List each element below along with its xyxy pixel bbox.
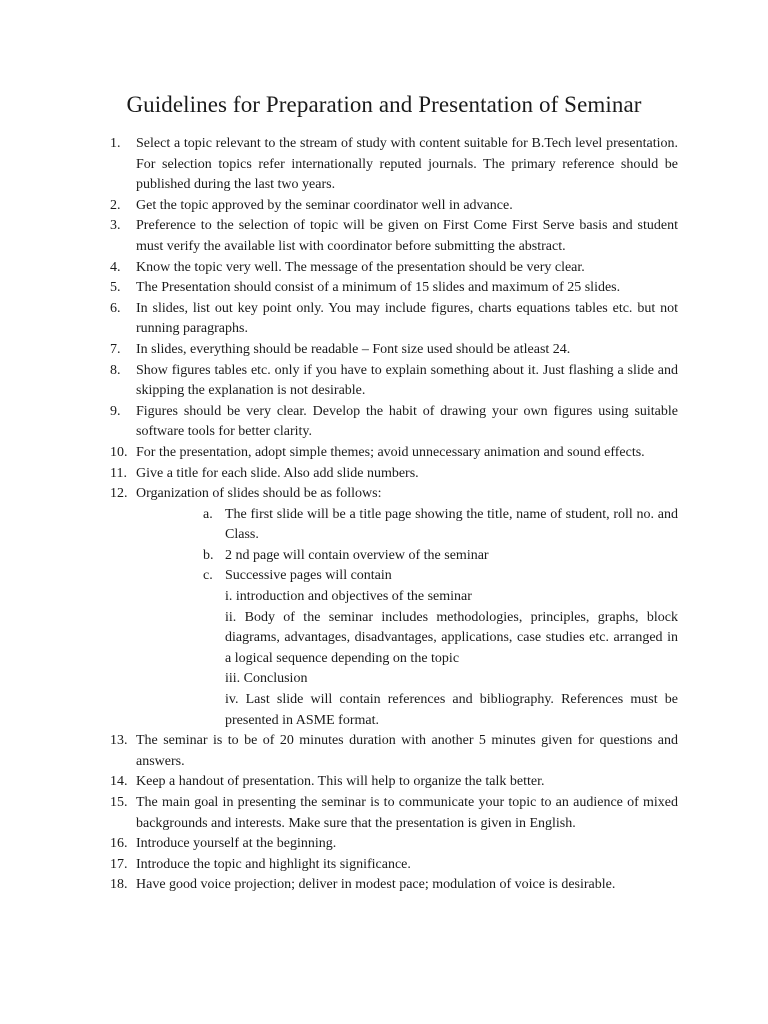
list-item [110,361,678,402]
item-text: Figures should be very clear. Develop the habit of drawing your own figures using suitable software tools for better clarity. [136,403,678,440]
item-text: Select a topic relevant to the stream of study with content suitable for B.Tech level presentation. For selection topics refer internationally reputed journals. The primary reference should be published during the last two years. [136,136,678,193]
list-item [110,258,678,279]
list-item [110,196,678,217]
item-text: The seminar is to be of 20 minutes duration with another 5 minutes given for questions and answers. [136,733,678,769]
sub-list-item [203,566,678,587]
roman-list-item: iii. Conclusion [225,671,308,687]
item-number: 9. [110,403,121,419]
item-text: Get the topic approved by the seminar coordinator well in advance. [136,197,513,213]
item-number: 16. [110,836,128,852]
item-number: 5. [110,280,121,296]
list-item [110,340,678,361]
item-number: 17. [110,856,128,872]
sub-item-text: The first slide will be a title page showing the title, name of student, roll no. and Class. [225,506,678,543]
item-number: 11. [110,465,127,481]
list-item [110,834,678,855]
item-text: Show figures tables etc. only if you have to explain something about it. Just flashing a slide and skipping the explanation is not desirable. [136,362,678,399]
item-text: The Presentation should consist of a minimum of 15 slides and maximum of 25 slides. [136,280,621,296]
item-text: In slides, everything should be readable – Font size used should be atleast 24. [136,341,571,357]
sub-item-letter: b. [203,547,214,563]
item-number: 13. [110,733,128,749]
item-text: Keep a handout of presentation. This will help to organize the talk better. [136,774,545,790]
item-number: 3. [110,218,121,234]
item-text: Preference to the selection of topic will be given on First Come First Serve basis and student must verify the available list with coordinator before submitting the abstract. [136,218,678,254]
item-number: 14. [110,774,128,790]
item-number: 8. [110,362,121,378]
list-item [110,299,678,340]
list-item [110,793,678,834]
item-text: For the presentation, adopt simple themes; avoid unnecessary animation and sound effects. [136,444,645,460]
list-item [110,772,678,793]
sub-list-item [203,505,678,546]
list-item [110,216,678,257]
item-number: 1. [110,136,121,151]
item-number: 6. [110,300,121,316]
list-item [110,443,678,464]
sub-item-text: Successive pages will contain [225,568,392,584]
item-text: Know the topic very well. The message of the presentation should be very clear. [136,259,585,275]
list-item [110,731,678,772]
list-item [110,484,678,505]
list-item [110,855,678,876]
list-item [110,134,678,196]
item-number: 15. [110,795,128,810]
item-number: 2. [110,197,121,213]
sub-list-item [203,546,678,567]
sub-item-letter: a. [203,506,213,522]
guidelines-list [110,134,678,896]
roman-list-item: ii. Body of the seminar includes methodologies, principles, graphs, block diagrams, advantages, disadvantages, applications, case studies etc. arranged in a logical sequence depending on the topic [225,609,678,666]
sub-item-text: 2 nd page will contain overview of the seminar [225,547,489,563]
item-number: 12. [110,486,128,502]
roman-list-item: i. introduction and objectives of the seminar [225,589,472,605]
item-text: Have good voice projection; deliver in modest pace; modulation of voice is desirable. [136,877,616,893]
item-text: The main goal in presenting the seminar is to communicate your topic to an audience of mixed backgrounds and interests. Make sure that the presentation is given in English. [136,795,678,831]
item-text: Introduce yourself at the beginning. [136,836,337,852]
item-number: 4. [110,259,121,275]
item-text: Organization of slides should be as follows: [136,486,382,502]
item-text: In slides, list out key point only. You may include figures, charts equations tables etc. but not running paragraphs. [136,300,678,337]
page-title: Guidelines for Preparation and Presentation of Seminar [126,92,642,117]
item-number: 10. [110,444,128,460]
item-number: 7. [110,341,121,357]
list-item [110,464,678,485]
roman-list-item: iv. Last slide will contain references and bibliography. References must be presented in ASME format. [225,692,678,728]
list-item [110,875,678,896]
item-number: 18. [110,877,128,893]
sub-item-letter: c. [203,568,213,584]
list-item [110,402,678,443]
item-text: Introduce the topic and highlight its significance. [136,856,411,872]
list-item [110,278,678,299]
item-text: Give a title for each slide. Also add slide numbers. [136,465,419,481]
